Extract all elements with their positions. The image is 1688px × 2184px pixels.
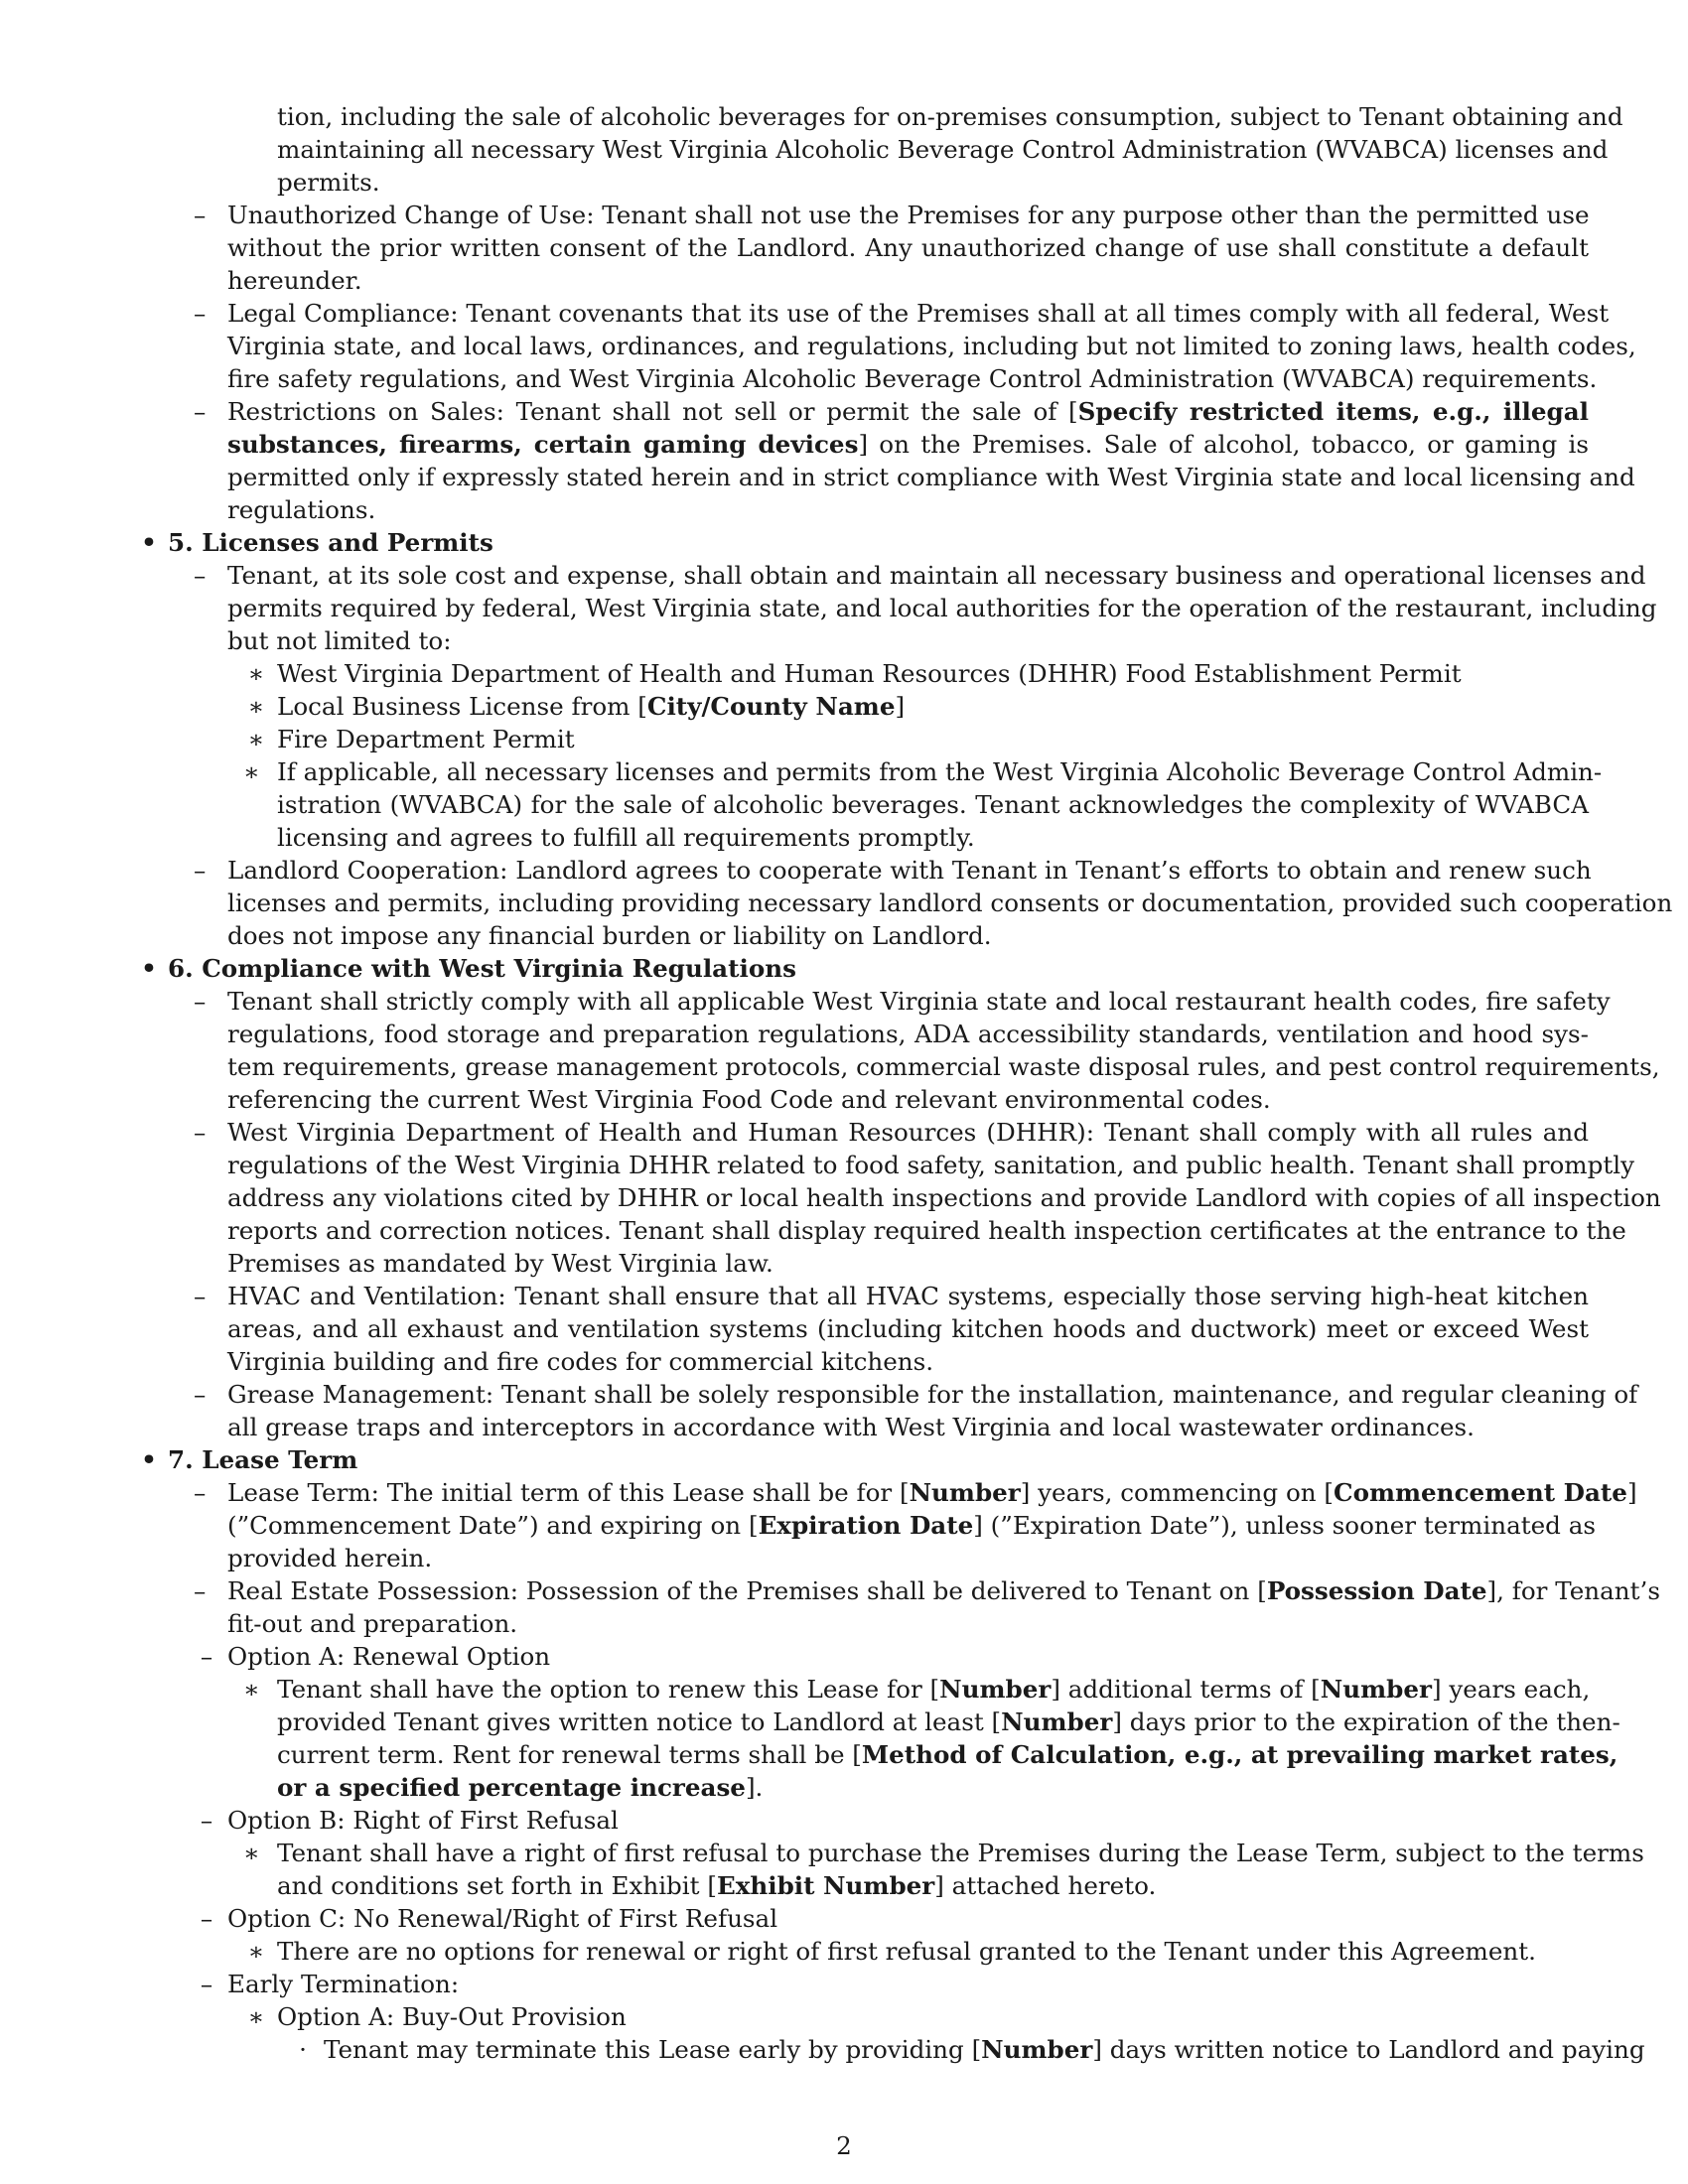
text-line [138, 1345, 1589, 1378]
text-run: permitted only if expressly stated herein and in strict compliance with West Virginia state and local licensing and [227, 463, 1635, 491]
text-line [138, 1738, 1618, 1771]
text-run: but not limited to: [227, 626, 452, 655]
text-line [138, 1050, 1660, 1083]
line-text [277, 2002, 627, 2031]
line-text [277, 1839, 1644, 1867]
text-run: permits required by federal, West Virginia state, and local authorities for the operation of the restaurant, including [227, 594, 1657, 622]
text-line [138, 1804, 1589, 1837]
lease-text-body [138, 100, 1673, 2066]
line-text [168, 528, 493, 557]
text-run: areas, and all exhaust and ventilation systems (including kitchen hoods and ductwork) meet or exceed West [227, 1314, 1589, 1343]
bold-text: Number [981, 2035, 1093, 2064]
text-line [138, 1083, 1589, 1116]
list-marker: ∗ [243, 1675, 260, 1704]
bold-text: Commencement Date [1334, 1478, 1627, 1507]
text-line [138, 1181, 1661, 1214]
text-line [138, 1574, 1660, 1607]
line-text [227, 1249, 774, 1278]
text-line [138, 2033, 1645, 2066]
text-line [138, 723, 1589, 755]
text-run: reports and correction notices. Tenant shall display required health inspection certificates at the entrance to the [227, 1216, 1626, 1245]
bullet-marker: • [141, 954, 157, 983]
text-run: Real Estate Possession: Possession of the Premises shall be delivered to Tenant on [ [227, 1576, 1267, 1605]
text-line [138, 919, 1589, 952]
text-line [138, 1673, 1589, 1706]
line-text [277, 1871, 1156, 1900]
line-text [277, 790, 1589, 819]
line-text [227, 201, 1590, 229]
text-run: ] years, commencing on [ [1020, 1478, 1335, 1507]
text-line [138, 1968, 1589, 2000]
bold-text: substances, firearms, certain gaming devices [227, 430, 859, 459]
line-text [227, 1282, 1589, 1310]
text-line [138, 1771, 1589, 1804]
text-line [138, 887, 1673, 919]
list-marker: ∗ [247, 725, 265, 753]
line-text [277, 823, 975, 852]
line-text [227, 1314, 1589, 1343]
text-line [138, 297, 1610, 330]
line-text [227, 233, 1589, 262]
list-marker: – [200, 1806, 213, 1835]
line-text [227, 364, 1597, 393]
text-run: ] attached hereto. [934, 1871, 1157, 1900]
line-text [227, 1118, 1589, 1147]
list-marker: – [194, 1576, 207, 1605]
text-line [138, 133, 1609, 166]
text-line [138, 461, 1635, 493]
text-run: If applicable, all necessary licenses and permits from the West Virginia Alcoholic Beverage Control Admin- [277, 757, 1603, 786]
text-run: address any violations cited by DHHR or local health inspections and provide Landlord with copies of all inspection [227, 1183, 1661, 1212]
line-text [277, 1707, 1620, 1736]
line-text [227, 430, 1589, 459]
bold-text: Method of Calculation, e.g., at prevailing market rates, [861, 1740, 1618, 1769]
list-marker: – [194, 1380, 207, 1409]
list-marker: – [194, 1282, 207, 1310]
text-line [138, 166, 1589, 199]
line-text [227, 1478, 1637, 1507]
text-run: ] additional terms of [ [1051, 1675, 1321, 1704]
text-run: ] days prior to the expiration of the then- [1112, 1707, 1620, 1736]
line-text [227, 1085, 1271, 1114]
text-run: maintaining all necessary West Virginia Alcoholic Beverage Control Administration (WVABCA) licenses and [277, 135, 1609, 164]
text-line [138, 854, 1592, 887]
bold-text: Possession Date [1266, 1576, 1487, 1605]
text-line [138, 1640, 1589, 1673]
text-line [138, 264, 1589, 297]
text-run: and conditions set forth in Exhibit [ [277, 1871, 717, 1900]
text-line [138, 1607, 1589, 1640]
text-run: fit-out and preparation. [227, 1609, 518, 1638]
line-text [227, 1020, 1589, 1048]
text-run: permits. [277, 168, 380, 197]
text-run: Option A: Buy-Out Provision [277, 2002, 627, 2031]
line-text [277, 1675, 1590, 1704]
text-run: Local Business License from [ [277, 692, 647, 721]
line-text [227, 332, 1636, 360]
text-run: Option B: Right of First Refusal [227, 1806, 619, 1835]
line-text [227, 1544, 432, 1572]
text-line [138, 1116, 1589, 1149]
bold-text: Exhibit Number [716, 1871, 935, 1900]
text-line [138, 1935, 1589, 1968]
bold-text: Number [1001, 1707, 1113, 1736]
text-line [138, 1837, 1644, 1869]
text-line [138, 657, 1589, 690]
text-line [138, 1280, 1589, 1312]
text-run: regulations of the West Virginia DHHR related to food safety, sanitation, and public health. Tenant shall promptly [227, 1151, 1634, 1179]
line-text [227, 594, 1657, 622]
text-line [138, 1476, 1637, 1509]
text-run: tem requirements, grease management protocols, commercial waste disposal rules, and pest control requirements, [227, 1052, 1660, 1081]
text-run: Virginia state, and local laws, ordinances, and regulations, including but not limited to zoning laws, health codes, [227, 332, 1636, 360]
text-line [138, 231, 1589, 264]
text-line [138, 788, 1589, 821]
bold-text: 7. Lease Term [168, 1445, 358, 1474]
text-run: ], for Tenant’s [1486, 1576, 1660, 1605]
line-text [277, 659, 1462, 688]
text-run: Tenant shall strictly comply with all applicable West Virginia state and local restaurant health codes, fire safety [227, 987, 1611, 1016]
bold-text: Expiration Date [758, 1511, 974, 1540]
text-run: Lease Term: The initial term of this Lease shall be for [ [227, 1478, 910, 1507]
text-line [138, 690, 1589, 723]
text-line [138, 755, 1603, 788]
text-run: Unauthorized Change of Use: Tenant shall not use the Premises for any purpose other than the permitted use [227, 201, 1590, 229]
line-text [227, 1576, 1660, 1605]
text-line [138, 559, 1646, 592]
text-line [138, 493, 1589, 526]
list-marker: – [200, 1970, 213, 1998]
line-text [227, 1413, 1475, 1441]
line-text [168, 954, 796, 983]
bold-text: or a specified percentage increase [277, 1773, 746, 1802]
text-run: current term. Rent for renewal terms shall be [ [277, 1740, 862, 1769]
list-marker: – [194, 1478, 207, 1507]
text-run: There are no options for renewal or right of first refusal granted to the Tenant under this Agreement. [277, 1937, 1536, 1966]
text-run: ]. [745, 1773, 764, 1802]
text-run: Tenant shall have a right of first refusal to purchase the Premises during the Lease Term, subject to the terms [277, 1839, 1644, 1867]
list-marker: – [194, 1118, 207, 1147]
line-text [227, 1511, 1596, 1540]
line-text [227, 1216, 1626, 1245]
text-run: (”Commencement Date”) and expiring on [ [227, 1511, 759, 1540]
bold-text: Specify restricted items, e.g., illegal [1077, 397, 1589, 426]
text-line [138, 428, 1589, 461]
text-line [138, 1149, 1634, 1181]
line-text [277, 102, 1623, 131]
bold-text: Number [909, 1478, 1021, 1507]
text-run: ] on the Premises. Sale of alcohol, tobacco, or gaming is [858, 430, 1589, 459]
line-text [277, 168, 380, 197]
list-marker: – [194, 299, 207, 328]
line-text [227, 626, 452, 655]
text-line [138, 199, 1589, 231]
line-text [227, 463, 1635, 491]
line-text [277, 692, 905, 721]
text-run: Option C: No Renewal/Right of First Refusal [227, 1904, 778, 1933]
list-marker: – [194, 397, 207, 426]
line-text [227, 299, 1609, 328]
text-line [138, 1509, 1597, 1542]
text-line [138, 2000, 1589, 2033]
line-text [227, 397, 1589, 426]
line-text [277, 1773, 763, 1802]
list-marker: – [200, 1904, 213, 1933]
line-text [277, 135, 1608, 164]
line-text [227, 266, 362, 295]
bold-text: Number [1320, 1675, 1432, 1704]
line-text [277, 725, 575, 753]
text-line [138, 1247, 1589, 1280]
bold-text: 5. Licenses and Permits [168, 528, 493, 557]
text-line [138, 1018, 1589, 1050]
list-marker: ∗ [247, 659, 265, 688]
text-run: West Virginia Department of Health and Human Resources (DHHR): Tenant shall comply with all rules and [227, 1118, 1589, 1147]
text-run: fire safety regulations, and West Virginia Alcoholic Beverage Control Administration (WVABCA) requirements. [227, 364, 1598, 393]
text-line [138, 952, 1589, 985]
bold-text: 6. Compliance with West Virginia Regulations [168, 954, 796, 983]
text-run: istration (WVABCA) for the sale of alcoholic beverages. Tenant acknowledges the complexity of WVABCA [277, 790, 1589, 819]
text-run: Early Termination: [227, 1970, 460, 1998]
text-run: Virginia building and fire codes for commercial kitchens. [227, 1347, 934, 1376]
text-run: Option A: Renewal Option [227, 1642, 551, 1671]
line-text [277, 757, 1602, 786]
text-line [138, 1378, 1638, 1411]
bullet-marker: • [141, 1445, 157, 1474]
text-run: Fire Department Permit [277, 725, 575, 753]
text-run: regulations. [227, 495, 376, 524]
line-text [227, 1052, 1660, 1081]
line-text [227, 921, 992, 950]
text-run: ] years each, [1431, 1675, 1591, 1704]
text-run: Landlord Cooperation: Landlord agrees to cooperate with Tenant in Tenant’s efforts to obtain and renew such [227, 856, 1592, 885]
text-line [138, 1902, 1589, 1935]
text-run: Tenant may terminate this Lease early by providing [ [324, 2035, 982, 2064]
text-run: provided Tenant gives written notice to Landlord at least [ [277, 1707, 1002, 1736]
text-line [138, 362, 1598, 395]
list-marker: ∗ [243, 1839, 260, 1867]
text-run: does not impose any financial burden or liability on Landlord. [227, 921, 992, 950]
text-run: Restrictions on Sales: Tenant shall not sell or permit the sale of [ [227, 397, 1078, 426]
text-line [138, 395, 1589, 428]
text-run: ] days written notice to Landlord and paying [1092, 2035, 1645, 2064]
list-marker: – [200, 1642, 213, 1671]
line-text [227, 987, 1611, 1016]
text-run: without the prior written consent of the Landlord. Any unauthorized change of use shall constitute a default [227, 233, 1589, 262]
page-number: 2 [836, 2131, 852, 2160]
line-text [227, 1904, 777, 1933]
text-run: all grease traps and interceptors in accordance with West Virginia and local wastewater ordinances. [227, 1413, 1475, 1441]
line-text [227, 1347, 933, 1376]
text-line [138, 1214, 1626, 1247]
list-marker: ∗ [243, 757, 260, 786]
text-run: West Virginia Department of Health and Human Resources (DHHR) Food Establishment Permit [277, 659, 1462, 688]
bullet-marker: • [141, 528, 157, 557]
text-run: licenses and permits, including providing necessary landlord consents or documentation, provided such cooperation [227, 888, 1673, 917]
line-text [277, 1740, 1618, 1769]
line-text [277, 1937, 1536, 1966]
line-text [227, 1183, 1661, 1212]
text-line [138, 100, 1623, 133]
line-text [227, 856, 1592, 885]
text-run: ] [1626, 1478, 1637, 1507]
line-text [227, 1806, 619, 1835]
text-run: ] [895, 692, 906, 721]
text-line [138, 330, 1636, 362]
text-line [138, 1706, 1620, 1738]
line-text [227, 1642, 550, 1671]
text-line [138, 1869, 1589, 1902]
text-line [138, 985, 1611, 1018]
text-run: Grease Management: Tenant shall be solely responsible for the installation, maintenance, and regular cleaning of [227, 1380, 1638, 1409]
list-marker: – [194, 987, 207, 1016]
line-text [168, 1445, 357, 1474]
list-marker: – [194, 561, 207, 590]
list-marker: ∗ [247, 2002, 265, 2031]
line-text [227, 1609, 517, 1638]
line-text [227, 1380, 1637, 1409]
text-run: referencing the current West Virginia Food Code and relevant environmental codes. [227, 1085, 1271, 1114]
text-run: Tenant shall have the option to renew this Lease for [ [277, 1675, 940, 1704]
line-text [227, 888, 1672, 917]
line-text [324, 2035, 1645, 2064]
text-run: tion, including the sale of alcoholic beverages for on-premises consumption, subject to Tenant obtaining and [277, 102, 1623, 131]
text-line [138, 624, 1589, 657]
bold-text: City/County Name [646, 692, 896, 721]
text-run: hereunder. [227, 266, 362, 295]
line-text [227, 495, 375, 524]
text-run: Legal Compliance: Tenant covenants that its use of the Premises shall at all times comply with all federal, West [227, 299, 1610, 328]
list-marker: · [299, 2035, 307, 2064]
text-run: provided herein. [227, 1544, 433, 1572]
list-marker: – [194, 201, 207, 229]
text-run: licensing and agrees to fulfill all requirements promptly. [277, 823, 975, 852]
text-line [138, 1411, 1589, 1443]
text-run: ] (”Expiration Date”), unless sooner terminated as [973, 1511, 1597, 1540]
text-run: regulations, food storage and preparation regulations, ADA accessibility standards, ventilation and hood sys- [227, 1020, 1589, 1048]
text-run: Tenant, at its sole cost and expense, shall obtain and maintain all necessary business and operational licenses and [227, 561, 1646, 590]
list-marker: ∗ [247, 1937, 265, 1966]
bold-text: Number [939, 1675, 1052, 1704]
text-run: Premises as mandated by West Virginia law. [227, 1249, 774, 1278]
text-line [138, 1443, 1589, 1476]
text-line [138, 821, 1589, 854]
line-text [227, 1151, 1634, 1179]
text-run: HVAC and Ventilation: Tenant shall ensure that all HVAC systems, especially those serving high-heat kitchen [227, 1282, 1589, 1310]
text-line [138, 526, 1589, 559]
list-marker: – [194, 856, 207, 885]
text-line [138, 1542, 1589, 1574]
list-marker: ∗ [247, 692, 265, 721]
text-line [138, 592, 1657, 624]
text-line [138, 1312, 1589, 1345]
line-text [227, 1970, 459, 1998]
line-text [227, 561, 1646, 590]
